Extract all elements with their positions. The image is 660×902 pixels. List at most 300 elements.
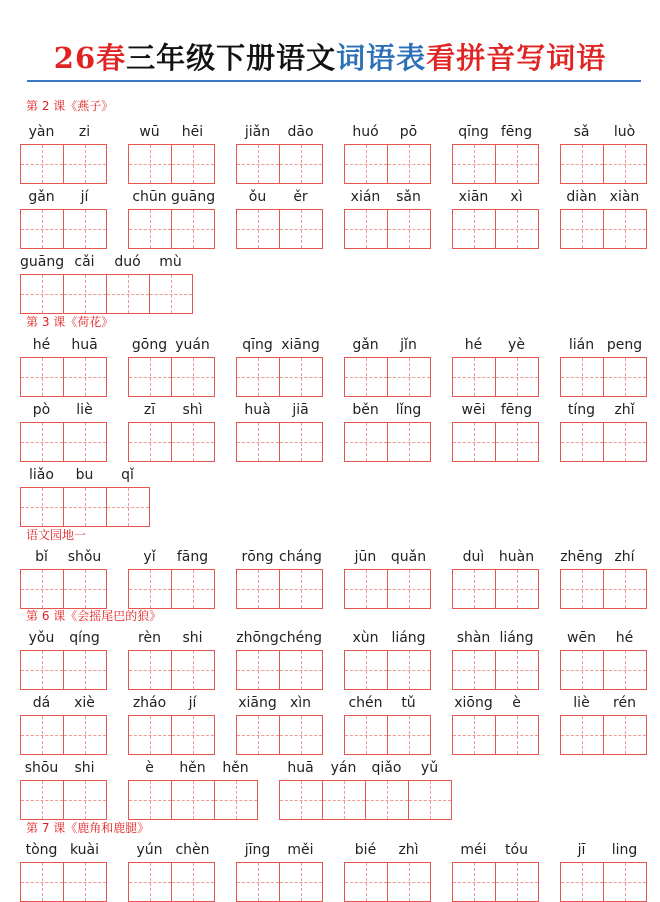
word-pinyin — [452, 840, 538, 860]
pinyin-syllable: chūn — [132, 189, 167, 205]
pinyin-syllable: qīng — [242, 337, 273, 353]
writing-grid[interactable] — [452, 650, 538, 689]
tianzige-cell[interactable] — [387, 422, 431, 462]
pinyin-syllable: rèn — [138, 630, 161, 646]
pinyin-syllable: xiāng — [281, 337, 320, 353]
writing-grid[interactable] — [128, 780, 257, 819]
pinyin-syllable: pò — [32, 402, 51, 418]
tianzige-cell[interactable] — [495, 650, 539, 690]
pinyin-syllable: qíng — [69, 630, 100, 646]
pinyin-syllable: yè — [508, 337, 525, 353]
writing-grid[interactable] — [128, 209, 214, 248]
tianzige-cell[interactable] — [236, 650, 280, 690]
pinyin-syllable: ǒu — [248, 189, 267, 205]
word-pinyin — [452, 335, 538, 355]
tianzige-cell[interactable] — [603, 209, 647, 249]
tianzige-cell[interactable] — [344, 569, 388, 609]
tianzige-cell[interactable] — [171, 862, 215, 902]
pinyin-syllable: yán — [330, 760, 357, 776]
pinyin-syllable: shōu — [24, 760, 59, 776]
pinyin-syllable: kuài — [69, 842, 100, 858]
pinyin-syllable: xùn — [352, 630, 379, 646]
tianzige-cell[interactable] — [387, 144, 431, 184]
tianzige-cell[interactable] — [171, 357, 215, 397]
tianzige-cell[interactable] — [344, 650, 388, 690]
word-pinyin — [344, 547, 430, 567]
pinyin-syllable: bié — [354, 842, 377, 858]
tianzige-cell[interactable] — [171, 422, 215, 462]
word-pinyin — [20, 187, 106, 207]
writing-grid[interactable] — [344, 357, 430, 396]
pinyin-syllable: liáng — [391, 630, 426, 646]
writing-grid[interactable] — [20, 422, 106, 461]
tianzige-cell[interactable] — [495, 357, 539, 397]
tianzige-cell[interactable] — [560, 715, 604, 755]
writing-grid[interactable] — [344, 862, 430, 901]
tianzige-cell[interactable] — [279, 780, 323, 820]
tianzige-cell[interactable] — [20, 862, 64, 902]
pinyin-syllable: gǎn — [28, 189, 55, 205]
tianzige-cell[interactable] — [63, 487, 107, 527]
tianzige-cell[interactable] — [344, 862, 388, 902]
writing-grid[interactable] — [452, 422, 538, 461]
writing-grid[interactable] — [236, 209, 322, 248]
tianzige-cell[interactable] — [603, 422, 647, 462]
pinyin-syllable: jūn — [354, 549, 377, 565]
lesson-heading: 语文园地一 — [26, 528, 87, 542]
tianzige-cell[interactable] — [236, 422, 280, 462]
writing-grid[interactable] — [20, 357, 106, 396]
pinyin-syllable: shǒu — [67, 549, 102, 565]
pinyin-syllable: tòng — [25, 842, 58, 858]
pinyin-syllable: dá — [32, 695, 51, 711]
lesson-heading: 第 3 课《荷花》 — [26, 315, 114, 329]
tianzige-cell[interactable] — [560, 144, 604, 184]
tianzige-cell[interactable] — [236, 357, 280, 397]
writing-grid[interactable] — [344, 650, 430, 689]
tianzige-cell[interactable] — [279, 144, 323, 184]
writing-grid[interactable] — [560, 422, 646, 461]
writing-grid[interactable] — [236, 650, 322, 689]
word-pinyin — [344, 400, 430, 420]
pinyin-syllable: cǎi — [74, 254, 95, 270]
writing-grid[interactable] — [128, 357, 214, 396]
writing-grid[interactable] — [128, 715, 214, 754]
word-pinyin — [20, 335, 106, 355]
tianzige-cell[interactable] — [603, 862, 647, 902]
pinyin-syllable: guāng — [171, 189, 216, 205]
tianzige-cell[interactable] — [63, 274, 107, 314]
pinyin-syllable: yún — [136, 842, 163, 858]
tianzige-cell[interactable] — [20, 650, 64, 690]
writing-grid[interactable] — [452, 715, 538, 754]
tianzige-cell[interactable] — [279, 862, 323, 902]
writing-grid[interactable] — [236, 357, 322, 396]
lesson-heading: 第 2 课《燕子》 — [26, 99, 114, 113]
pinyin-syllable: xì — [510, 189, 523, 205]
pinyin-syllable: tóu — [505, 842, 528, 858]
tianzige-cell[interactable] — [128, 862, 172, 902]
word-pinyin — [344, 335, 430, 355]
pinyin-syllable: duó — [114, 254, 141, 270]
writing-grid[interactable] — [344, 715, 430, 754]
tianzige-cell[interactable] — [128, 715, 172, 755]
lesson-heading: 第 7 课《鹿角和鹿腿》 — [26, 821, 150, 835]
tianzige-cell[interactable] — [106, 274, 150, 314]
tianzige-cell[interactable] — [387, 862, 431, 902]
tianzige-cell[interactable] — [128, 209, 172, 249]
pinyin-syllable: wū — [139, 124, 160, 140]
pinyin-syllable: jí — [80, 189, 89, 205]
writing-grid[interactable] — [20, 650, 106, 689]
writing-grid[interactable] — [236, 862, 322, 901]
pinyin-syllable: shi — [74, 760, 95, 776]
tianzige-cell[interactable] — [560, 862, 604, 902]
pinyin-syllable: xìn — [289, 695, 312, 711]
pinyin-syllable: chéng — [279, 630, 322, 646]
tianzige-cell[interactable] — [387, 357, 431, 397]
title-divider — [27, 80, 641, 82]
tianzige-cell[interactable] — [128, 650, 172, 690]
tianzige-cell[interactable] — [63, 780, 107, 820]
pinyin-syllable: jīng — [244, 842, 271, 858]
tianzige-cell[interactable] — [20, 144, 64, 184]
tianzige-cell[interactable] — [279, 209, 323, 249]
word-pinyin — [236, 547, 322, 567]
pinyin-syllable: dāo — [287, 124, 314, 140]
writing-grid[interactable] — [452, 862, 538, 901]
word-pinyin — [560, 187, 646, 207]
pinyin-syllable: yǔ — [420, 760, 439, 776]
tianzige-cell[interactable] — [495, 569, 539, 609]
writing-grid[interactable] — [20, 780, 106, 819]
word-pinyin — [452, 628, 538, 648]
tianzige-cell[interactable] — [128, 144, 172, 184]
pinyin-syllable: tǔ — [401, 695, 416, 711]
pinyin-syllable: luò — [613, 124, 636, 140]
tianzige-cell[interactable] — [128, 357, 172, 397]
tianzige-cell[interactable] — [495, 862, 539, 902]
pinyin-syllable: gǎn — [352, 337, 379, 353]
pinyin-syllable: è — [512, 695, 521, 711]
pinyin-syllable: wēn — [567, 630, 596, 646]
pinyin-syllable: jǐn — [400, 337, 417, 353]
tianzige-cell[interactable] — [344, 209, 388, 249]
writing-grid[interactable] — [128, 422, 214, 461]
word-pinyin — [128, 547, 214, 567]
pinyin-syllable: qǐ — [121, 467, 134, 483]
pinyin-syllable: zhì — [398, 842, 419, 858]
pinyin-syllable: bǐ — [35, 549, 48, 565]
tianzige-cell[interactable] — [128, 569, 172, 609]
writing-grid[interactable] — [560, 715, 646, 754]
pinyin-syllable: peng — [606, 337, 643, 353]
tianzige-cell[interactable] — [560, 569, 604, 609]
pinyin-syllable: chèn — [175, 842, 210, 858]
writing-grid[interactable] — [452, 209, 538, 248]
tianzige-cell[interactable] — [603, 357, 647, 397]
tianzige-cell[interactable] — [63, 650, 107, 690]
word-pinyin — [236, 628, 322, 648]
writing-grid[interactable] — [560, 357, 646, 396]
writing-grid[interactable] — [236, 144, 322, 183]
pinyin-syllable: duì — [462, 549, 485, 565]
pinyin-syllable: běn — [352, 402, 379, 418]
word-pinyin — [560, 693, 646, 713]
writing-grid[interactable] — [560, 650, 646, 689]
pinyin-syllable: zhōng — [236, 630, 279, 646]
writing-grid[interactable] — [20, 144, 106, 183]
pinyin-syllable: ling — [611, 842, 638, 858]
tianzige-cell[interactable] — [63, 862, 107, 902]
tianzige-cell[interactable] — [128, 780, 172, 820]
pinyin-syllable: méi — [460, 842, 487, 858]
pinyin-syllable: chén — [348, 695, 383, 711]
title-segment: 词语表 — [336, 41, 427, 75]
tianzige-cell[interactable] — [387, 209, 431, 249]
tianzige-cell[interactable] — [63, 569, 107, 609]
pinyin-syllable: jiǎn — [244, 124, 271, 140]
tianzige-cell[interactable] — [452, 650, 496, 690]
pinyin-syllable: zhēng — [560, 549, 603, 565]
word-pinyin — [20, 400, 106, 420]
tianzige-cell[interactable] — [128, 422, 172, 462]
writing-grid[interactable] — [344, 209, 430, 248]
tianzige-cell[interactable] — [387, 715, 431, 755]
word-pinyin — [128, 335, 214, 355]
word-pinyin — [560, 122, 646, 142]
title-segment: 三年级下册语文 — [126, 41, 337, 75]
pinyin-syllable: yǒu — [28, 630, 55, 646]
pinyin-syllable: shàn — [456, 630, 491, 646]
word-pinyin — [452, 122, 538, 142]
tianzige-cell[interactable] — [452, 144, 496, 184]
word-pinyin — [344, 628, 430, 648]
tianzige-cell[interactable] — [452, 715, 496, 755]
word-pinyin — [236, 335, 322, 355]
writing-grid[interactable] — [20, 487, 149, 526]
tianzige-cell[interactable] — [365, 780, 409, 820]
tianzige-cell[interactable] — [214, 780, 258, 820]
tianzige-cell[interactable] — [20, 274, 64, 314]
tianzige-cell[interactable] — [560, 357, 604, 397]
tianzige-cell[interactable] — [171, 780, 215, 820]
pinyin-syllable: hēi — [181, 124, 204, 140]
word-pinyin — [452, 547, 538, 567]
tianzige-cell[interactable] — [149, 274, 193, 314]
tianzige-cell[interactable] — [603, 569, 647, 609]
pinyin-syllable: hé — [32, 337, 51, 353]
pinyin-syllable: měi — [287, 842, 314, 858]
pinyin-syllable: jiā — [292, 402, 309, 418]
lesson-heading: 第 6 课《会摇尾巴的狼》 — [26, 609, 162, 623]
pinyin-syllable: xiāng — [238, 695, 277, 711]
word-pinyin — [560, 547, 646, 567]
title-segment: 看拼音写词语 — [426, 41, 607, 75]
tianzige-cell[interactable] — [603, 715, 647, 755]
word-pinyin — [560, 335, 646, 355]
writing-grid[interactable] — [20, 862, 106, 901]
pinyin-syllable: huà — [244, 402, 271, 418]
writing-grid[interactable] — [128, 650, 214, 689]
word-pinyin — [344, 840, 430, 860]
pinyin-syllable: zháo — [132, 695, 167, 711]
pinyin-syllable: xiàn — [609, 189, 640, 205]
tianzige-cell[interactable] — [236, 569, 280, 609]
pinyin-syllable: huàn — [498, 549, 535, 565]
pinyin-syllable: ěr — [293, 189, 308, 205]
pinyin-syllable: huā — [71, 337, 98, 353]
pinyin-syllable: rōng — [241, 549, 274, 565]
pinyin-syllable: tíng — [567, 402, 596, 418]
tianzige-cell[interactable] — [452, 209, 496, 249]
word-pinyin — [128, 122, 214, 142]
tianzige-cell[interactable] — [322, 780, 366, 820]
tianzige-cell[interactable] — [63, 715, 107, 755]
tianzige-cell[interactable] — [171, 144, 215, 184]
tianzige-cell[interactable] — [603, 650, 647, 690]
tianzige-cell[interactable] — [20, 209, 64, 249]
word-pinyin — [20, 547, 106, 567]
writing-grid[interactable] — [560, 209, 646, 248]
word-pinyin — [236, 400, 322, 420]
tianzige-cell[interactable] — [20, 780, 64, 820]
pinyin-syllable: jí — [188, 695, 197, 711]
pinyin-syllable: lián — [568, 337, 595, 353]
tianzige-cell[interactable] — [171, 569, 215, 609]
writing-grid[interactable] — [452, 144, 538, 183]
tianzige-cell[interactable] — [344, 144, 388, 184]
tianzige-cell[interactable] — [171, 715, 215, 755]
tianzige-cell[interactable] — [495, 209, 539, 249]
pinyin-syllable: hé — [615, 630, 634, 646]
word-pinyin — [236, 693, 322, 713]
title-segment: 26春 — [53, 41, 127, 75]
writing-grid[interactable] — [452, 357, 538, 396]
writing-grid[interactable] — [20, 274, 192, 313]
word-pinyin — [128, 693, 214, 713]
pinyin-syllable: wēi — [461, 402, 486, 418]
tianzige-cell[interactable] — [495, 144, 539, 184]
writing-grid[interactable] — [20, 209, 106, 248]
tianzige-cell[interactable] — [387, 569, 431, 609]
tianzige-cell[interactable] — [560, 422, 604, 462]
writing-grid[interactable] — [236, 569, 322, 608]
word-pinyin — [20, 628, 106, 648]
pinyin-syllable: mù — [159, 254, 182, 270]
tianzige-cell[interactable] — [495, 715, 539, 755]
tianzige-cell[interactable] — [344, 357, 388, 397]
writing-grid[interactable] — [128, 862, 214, 901]
tianzige-cell[interactable] — [279, 569, 323, 609]
tianzige-cell[interactable] — [20, 487, 64, 527]
word-pinyin — [279, 758, 451, 778]
pinyin-syllable: shi — [182, 630, 203, 646]
pinyin-syllable: xiān — [458, 189, 489, 205]
tianzige-cell[interactable] — [63, 357, 107, 397]
pinyin-syllable: huā — [287, 760, 314, 776]
writing-grid[interactable] — [128, 569, 214, 608]
tianzige-cell[interactable] — [560, 650, 604, 690]
tianzige-cell[interactable] — [279, 422, 323, 462]
tianzige-cell[interactable] — [344, 422, 388, 462]
tianzige-cell[interactable] — [408, 780, 452, 820]
pinyin-syllable: guāng — [20, 254, 65, 270]
tianzige-cell[interactable] — [20, 422, 64, 462]
tianzige-cell[interactable] — [387, 650, 431, 690]
tianzige-cell[interactable] — [452, 357, 496, 397]
tianzige-cell[interactable] — [236, 209, 280, 249]
writing-grid[interactable] — [452, 569, 538, 608]
pinyin-syllable: rén — [613, 695, 636, 711]
tianzige-cell[interactable] — [236, 862, 280, 902]
tianzige-cell[interactable] — [20, 569, 64, 609]
tianzige-cell[interactable] — [344, 715, 388, 755]
word-pinyin — [128, 400, 214, 420]
pinyin-syllable: huó — [352, 124, 379, 140]
tianzige-cell[interactable] — [63, 422, 107, 462]
writing-grid[interactable] — [344, 569, 430, 608]
writing-grid[interactable] — [344, 422, 430, 461]
tianzige-cell[interactable] — [63, 209, 107, 249]
tianzige-cell[interactable] — [20, 715, 64, 755]
tianzige-cell[interactable] — [452, 862, 496, 902]
pinyin-syllable: fēng — [500, 124, 533, 140]
tianzige-cell[interactable] — [171, 209, 215, 249]
tianzige-cell[interactable] — [560, 209, 604, 249]
pinyin-syllable: jī — [577, 842, 586, 858]
tianzige-cell[interactable] — [495, 422, 539, 462]
writing-grid[interactable] — [560, 862, 646, 901]
pinyin-syllable: hé — [464, 337, 483, 353]
tianzige-cell[interactable] — [279, 650, 323, 690]
tianzige-cell[interactable] — [452, 422, 496, 462]
tianzige-cell[interactable] — [279, 715, 323, 755]
pinyin-syllable: qīng — [458, 124, 489, 140]
pinyin-syllable: lǐng — [395, 402, 422, 418]
writing-grid[interactable] — [20, 569, 106, 608]
word-pinyin — [560, 400, 646, 420]
tianzige-cell[interactable] — [171, 650, 215, 690]
pinyin-syllable: gōng — [131, 337, 168, 353]
tianzige-cell[interactable] — [236, 715, 280, 755]
tianzige-cell[interactable] — [452, 569, 496, 609]
writing-grid[interactable] — [344, 144, 430, 183]
tianzige-cell[interactable] — [63, 144, 107, 184]
pinyin-syllable: liè — [76, 402, 93, 418]
writing-grid[interactable] — [236, 422, 322, 461]
writing-grid[interactable] — [560, 144, 646, 183]
word-pinyin — [344, 693, 430, 713]
writing-grid[interactable] — [20, 715, 106, 754]
writing-grid[interactable] — [236, 715, 322, 754]
writing-grid[interactable] — [279, 780, 451, 819]
pinyin-syllable: zhí — [614, 549, 635, 565]
tianzige-cell[interactable] — [20, 357, 64, 397]
word-pinyin — [452, 187, 538, 207]
writing-grid[interactable] — [560, 569, 646, 608]
word-pinyin — [452, 693, 538, 713]
tianzige-cell[interactable] — [603, 144, 647, 184]
tianzige-cell[interactable] — [236, 144, 280, 184]
tianzige-cell[interactable] — [279, 357, 323, 397]
pinyin-syllable: quǎn — [390, 549, 427, 565]
writing-grid[interactable] — [128, 144, 214, 183]
pinyin-syllable: sǎn — [396, 189, 421, 205]
word-pinyin — [20, 840, 106, 860]
pinyin-syllable: fēng — [500, 402, 533, 418]
tianzige-cell[interactable] — [106, 487, 150, 527]
